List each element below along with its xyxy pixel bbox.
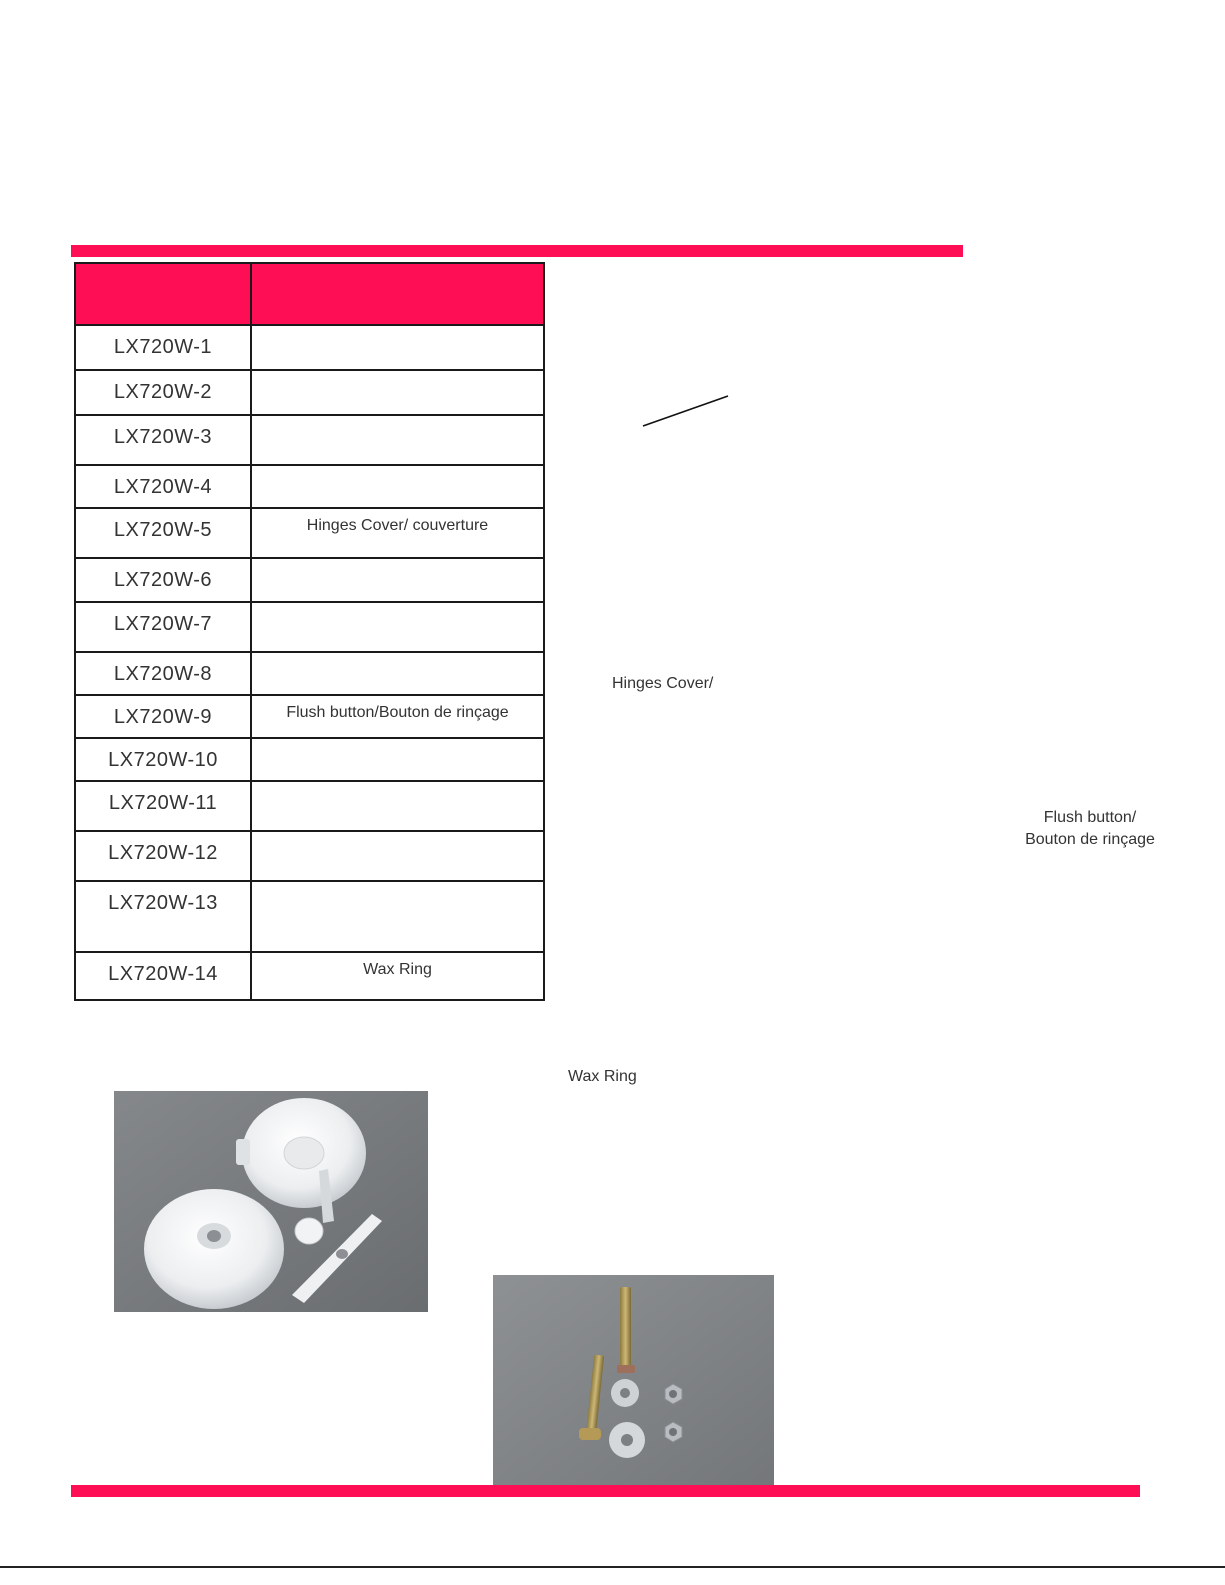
part-code: LX720W-13 xyxy=(75,881,251,952)
part-description: Flush button/Bouton de rinçage xyxy=(251,695,544,738)
flush-button-label-line2: Bouton de rinçage xyxy=(1025,831,1155,848)
part-description xyxy=(251,652,544,695)
wax-ring-label: Wax Ring xyxy=(568,1068,637,1085)
flush-button-label xyxy=(1010,807,1170,851)
part-code: LX720W-10 xyxy=(75,738,251,781)
part-description xyxy=(251,831,544,881)
table-row xyxy=(75,602,544,652)
parts-table xyxy=(74,262,545,1001)
leader-line xyxy=(640,392,735,432)
part-description xyxy=(251,781,544,831)
table-row xyxy=(75,738,544,781)
table-row xyxy=(75,652,544,695)
part-description: Hinges Cover/ couverture xyxy=(251,508,544,558)
part-code: LX720W-1 xyxy=(75,325,251,370)
part-description xyxy=(251,738,544,781)
table-row xyxy=(75,508,544,558)
bottom-accent-bar xyxy=(71,1485,1140,1497)
part-code: LX720W-12 xyxy=(75,831,251,881)
hinge-covers-photo xyxy=(114,1091,428,1312)
flush-button-label-line1: Flush button/ xyxy=(1043,809,1137,826)
part-code: LX720W-7 xyxy=(75,602,251,652)
table-header-row xyxy=(75,263,544,325)
table-row xyxy=(75,558,544,602)
part-description xyxy=(251,370,544,415)
part-code: LX720W-3 xyxy=(75,415,251,465)
table-row xyxy=(75,465,544,508)
page-bottom-line xyxy=(0,1566,1225,1568)
table-row xyxy=(75,325,544,370)
table-row xyxy=(75,781,544,831)
part-code: LX720W-2 xyxy=(75,370,251,415)
part-description xyxy=(251,465,544,508)
part-description xyxy=(251,602,544,652)
table-row xyxy=(75,831,544,881)
table-row xyxy=(75,370,544,415)
part-description xyxy=(251,325,544,370)
part-code: LX720W-8 xyxy=(75,652,251,695)
part-code: LX720W-14 xyxy=(75,952,251,1000)
part-code: LX720W-9 xyxy=(75,695,251,738)
part-code: LX720W-5 xyxy=(75,508,251,558)
header-cell-description xyxy=(251,263,544,325)
part-description xyxy=(251,415,544,465)
part-description: Wax Ring xyxy=(251,952,544,1000)
part-code: LX720W-6 xyxy=(75,558,251,602)
header-cell-code xyxy=(75,263,251,325)
table-row xyxy=(75,952,544,1000)
bolts-washers-photo xyxy=(493,1275,774,1485)
hinges-cover-label: Hinges Cover/ xyxy=(612,675,714,692)
part-description xyxy=(251,881,544,952)
part-code: LX720W-11 xyxy=(75,781,251,831)
table-row xyxy=(75,695,544,738)
top-accent-bar xyxy=(71,245,963,257)
table-row xyxy=(75,881,544,952)
table-row xyxy=(75,415,544,465)
part-code: LX720W-4 xyxy=(75,465,251,508)
part-description xyxy=(251,558,544,602)
